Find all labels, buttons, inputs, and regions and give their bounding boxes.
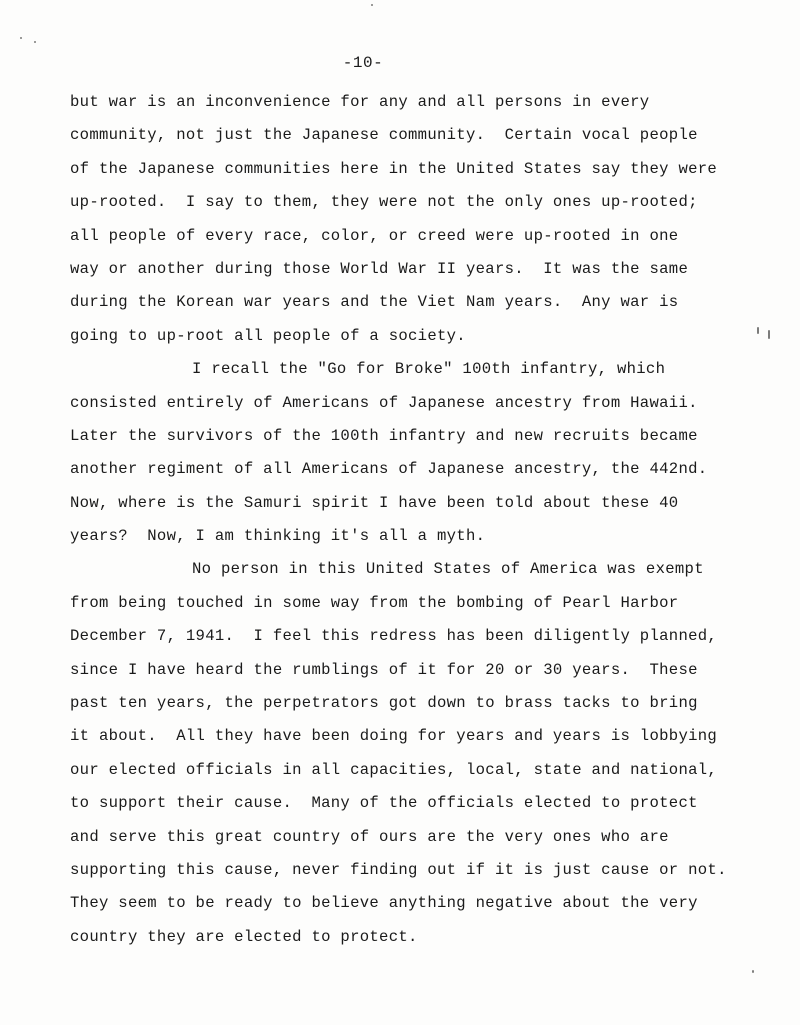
text-line: during the Korean war years and the Viet Nam years. Any war is (70, 293, 679, 312)
text-line: but war is an inconvenience for any and all persons in every (70, 93, 650, 111)
text-line: past ten years, the perpetrators got down to brass tacks to bring (70, 694, 698, 713)
text-line: way or another during those World War II years. It was the same (70, 259, 689, 278)
text-line: up-rooted. I say to them, they were not the only ones up-rooted; (70, 193, 698, 212)
text-line: of the Japanese communities here in the United States say they were (70, 159, 718, 178)
scan-speck (20, 37, 22, 39)
text-line: They seem to be ready to believe anything negative about the very (70, 894, 698, 913)
body-text (70, 86, 785, 954)
text-line: going to up-root all people of a society. (70, 326, 466, 345)
text-line: and serve this great country of ours are the very ones who are (70, 827, 669, 846)
text-line: our elected officials in all capacities, local, state and national, (70, 760, 718, 779)
text-line: December 7, 1941. I feel this redress has been diligently planned, (70, 627, 718, 646)
scan-speck (34, 41, 36, 43)
text-line: to support their cause. Many of the officials elected to protect (70, 794, 698, 813)
text-line: it about. All they have been doing for years and years is lobbying (70, 727, 718, 746)
page-number: -10- (342, 54, 384, 72)
scan-speck (757, 327, 759, 334)
text-line: supporting this cause, never finding out if it is just cause or not. (70, 860, 727, 879)
scan-speck (768, 330, 770, 339)
text-line: all people of every race, color, or creed were up-rooted in one (70, 226, 679, 245)
paragraph-start-line: I recall the "Go for Broke" 100th infantry, which (192, 360, 666, 379)
text-line: consisted entirely of Americans of Japanese ancestry from Hawaii. (70, 393, 698, 412)
text-line: community, not just the Japanese community. Certain vocal people (70, 126, 698, 145)
text-line: since I have heard the rumblings of it for 20 or 30 years. These (70, 660, 698, 679)
paragraph-start-line: No person in this United States of America was exempt (192, 560, 704, 579)
text-line: Later the survivors of the 100th infantry and new recruits became (70, 426, 698, 445)
text-line: Now, where is the Samuri spirit I have been told about these 40 (70, 493, 679, 512)
scan-speck (371, 4, 373, 6)
scan-speck (752, 970, 754, 973)
text-line: country they are elected to protect. (70, 927, 418, 946)
text-line: from being touched in some way from the bombing of Pearl Harbor (70, 593, 679, 612)
text-line: another regiment of all Americans of Japanese ancestry, the 442nd. (70, 460, 708, 479)
text-line: years? Now, I am thinking it's all a myth. (70, 527, 486, 546)
